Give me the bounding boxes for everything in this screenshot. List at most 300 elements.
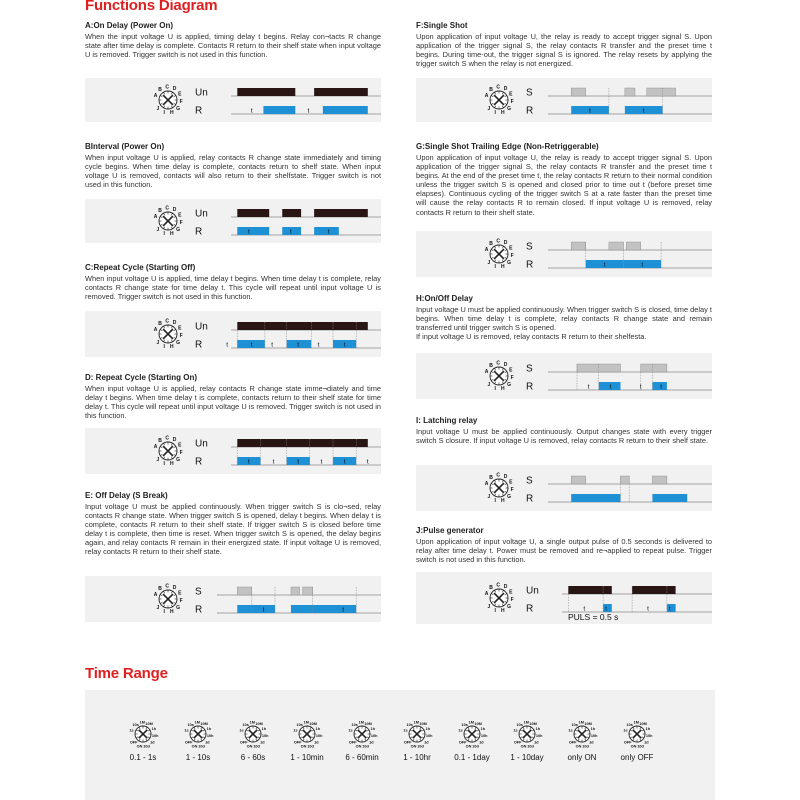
time-delay-label: t bbox=[641, 261, 644, 269]
trigger-pulse bbox=[625, 88, 635, 96]
function-description: Upon application of input voltage U, the relay is ready to accept trigger signal S. Upon application of the trigger signal S, the relay contacts R transfer and the preset time t begins. At the end of the preset time t, the relay contacts R return to their normal condition unless the trigger switch S is opened and closed prior to time out t (before preset time elapses). Continuous cycling of the trigger switch S at a rate faster than the preset time will cause the relay contacts R to remain closed. If input voltage U is removed, relay contacts R return to their shelf state. bbox=[416, 153, 712, 217]
function-description: Input voltage U must be applied continuously. Output changes state with every trigger switch S closure. If input voltage U is removed, relay contacts R return to their shelf state. bbox=[416, 427, 712, 446]
dial-label: 1h bbox=[151, 727, 157, 732]
dial-label: 10M bbox=[584, 722, 592, 727]
function-selector-dial bbox=[485, 84, 514, 116]
dial-label: 10M bbox=[364, 722, 372, 727]
dial-label: E bbox=[178, 212, 182, 219]
dial-label: 1d bbox=[260, 740, 265, 745]
dial-label: 10h bbox=[151, 734, 159, 739]
dial-label: 1h bbox=[590, 727, 596, 732]
time-range-label: only OFF bbox=[620, 753, 654, 762]
dial-label: A bbox=[153, 444, 158, 451]
function-d bbox=[85, 373, 381, 420]
dial-label: 10d bbox=[527, 744, 534, 749]
dial-label: 1d bbox=[534, 740, 539, 745]
dial-label: 1s bbox=[348, 728, 353, 733]
time-delay-label: t bbox=[250, 107, 253, 115]
trigger-pulse bbox=[652, 476, 667, 484]
trigger-pulse bbox=[571, 242, 586, 250]
dial-label: 1h bbox=[261, 727, 267, 732]
function-title: A:On Delay (Power On) bbox=[85, 21, 174, 30]
dial-label: 10s bbox=[406, 722, 413, 727]
dial-label: 10M bbox=[419, 722, 427, 727]
dial-label: J bbox=[487, 604, 491, 611]
timing-diagram-g bbox=[416, 231, 712, 277]
time-delay-label: t bbox=[290, 228, 292, 236]
function-description: Input voltage U must be applied continuously. When trigger switch S is clo¬sed, relay contacts R change state. When trigger switch S is opened, delay t begins. When delay t is complete, contacts R return to their shelf state. If trigger switch S is closed before time delay t is complete, then time is reset. When trigger switch S is opened, the delay begins again, and relay contacts R remain in their energized state. If input voltage U is removed, relay contacts R return to their shelf state. bbox=[85, 502, 381, 557]
dial-label: G bbox=[507, 382, 512, 389]
time-delay-label: t bbox=[247, 458, 250, 466]
time-delay-label: t bbox=[272, 458, 275, 466]
dial-label: ON bbox=[465, 744, 472, 749]
range-selector-dial bbox=[184, 720, 214, 748]
range-selector-dial bbox=[458, 720, 488, 748]
dial-label: H bbox=[169, 231, 174, 238]
time-range-item bbox=[614, 716, 660, 762]
function-description: Input voltage U must be applied continuously. When trigger switch S is closed, time delay t begins. When time delay t is complete, relay contacts R change state and remain transferred until trigger switch S is opened. If input voltage U is removed, relay contacts R return to their shelfesta. bbox=[416, 305, 712, 342]
dial-label: E bbox=[509, 245, 513, 252]
function-title: E: Off Delay (S Break) bbox=[85, 491, 168, 500]
dial-label: J bbox=[487, 494, 491, 501]
time-delay-label: t bbox=[307, 107, 310, 115]
dial-label: I bbox=[494, 608, 496, 615]
range-selector-dial bbox=[293, 720, 323, 748]
dial-label: H bbox=[500, 264, 505, 271]
voltage-pulse bbox=[237, 439, 367, 447]
timing-diagram-j bbox=[416, 572, 712, 624]
voltage-pulse bbox=[568, 586, 612, 594]
dial-label: 10s bbox=[132, 722, 139, 727]
dial-label: ON bbox=[136, 744, 143, 749]
dial-label: B bbox=[158, 208, 162, 215]
dial-label: OFF bbox=[623, 740, 632, 745]
trigger-pulse bbox=[571, 476, 586, 484]
dial-label: OFF bbox=[293, 740, 302, 745]
trigger-pulse bbox=[303, 587, 313, 595]
dial-label: 10M bbox=[474, 722, 482, 727]
dial-label: 10s bbox=[626, 722, 633, 727]
range-selector-dial bbox=[129, 720, 159, 748]
dial-label: 1M bbox=[249, 720, 255, 725]
dial-label: A bbox=[484, 247, 489, 254]
time-range-panel bbox=[85, 690, 715, 800]
function-selector-dial bbox=[485, 238, 514, 270]
dial-label: 1h bbox=[480, 727, 486, 732]
relay-pulse bbox=[314, 227, 339, 235]
function-title: J:Pulse generator bbox=[416, 526, 484, 535]
time-range-item bbox=[284, 716, 330, 762]
function-c bbox=[85, 263, 381, 301]
signal-label-bottom: R bbox=[526, 259, 534, 271]
dial-label: A bbox=[153, 214, 158, 221]
dial-label: 10d bbox=[637, 744, 644, 749]
time-delay-label: t bbox=[639, 383, 642, 391]
time-delay-label: t bbox=[262, 606, 265, 614]
dial-label: I bbox=[494, 386, 496, 393]
dial-label: 10h bbox=[425, 734, 433, 739]
signal-label-top: Un bbox=[195, 87, 208, 99]
time-range-title: Time Range bbox=[85, 665, 168, 682]
time-delay-label: t bbox=[327, 228, 330, 236]
time-delay-label: t bbox=[250, 341, 253, 349]
time-range-label: 6 - 60s bbox=[240, 753, 266, 762]
time-delay-label: t bbox=[342, 606, 345, 614]
dial-label: H bbox=[169, 110, 174, 117]
signal-label-top: Un bbox=[195, 208, 208, 220]
dial-label: 1h bbox=[315, 727, 321, 732]
dial-label: I bbox=[163, 231, 165, 238]
dial-label: A bbox=[153, 93, 158, 100]
function-title: C:Repeat Cycle (Starting Off) bbox=[85, 263, 196, 272]
dial-label: 10M bbox=[255, 722, 263, 727]
dial-label: F bbox=[179, 598, 183, 605]
function-description: When input voltage U is applied, relay contacts R change state immediately and timing cycle begins. When time delay is complete, contacts return to shelf state. When input voltage U is removed, contacts will also return to their shelfstate. Trigger switch is not used in this function. bbox=[85, 153, 381, 190]
dial-label: 10d bbox=[582, 744, 589, 749]
time-delay-label: t bbox=[297, 458, 300, 466]
dial-label: F bbox=[179, 450, 183, 457]
trigger-pulse bbox=[571, 88, 586, 96]
time-range-item bbox=[230, 716, 276, 762]
dial-label: OFF bbox=[239, 740, 248, 745]
dial-label: 1h bbox=[425, 727, 431, 732]
dial-label: D bbox=[172, 207, 177, 214]
dial-label: OFF bbox=[129, 740, 138, 745]
dial-label: 10h bbox=[480, 734, 488, 739]
dial-label: C bbox=[165, 205, 170, 212]
dial-label: D bbox=[503, 584, 508, 591]
time-delay-label: t bbox=[647, 605, 649, 613]
dial-label: D bbox=[503, 240, 508, 247]
dial-label: G bbox=[507, 604, 512, 611]
function-selector-dial bbox=[154, 205, 183, 237]
time-range-label: 6 - 60min bbox=[345, 753, 379, 762]
voltage-pulse bbox=[282, 209, 301, 217]
dial-label: D bbox=[172, 320, 177, 327]
dial-label: B bbox=[489, 475, 493, 482]
timing-diagram-a bbox=[85, 78, 381, 122]
dial-label: 10M bbox=[145, 722, 153, 727]
dial-label: C bbox=[496, 582, 501, 589]
timing-diagram-b bbox=[85, 199, 381, 243]
dial-label: E bbox=[509, 91, 513, 98]
dial-label: D bbox=[172, 86, 177, 93]
time-delay-label: t bbox=[603, 261, 606, 269]
dial-label: D bbox=[503, 474, 508, 481]
dial-label: 1M bbox=[523, 720, 529, 725]
trigger-pulse bbox=[237, 587, 252, 595]
dial-label: 10s bbox=[187, 722, 194, 727]
dial-label: 10d bbox=[253, 744, 260, 749]
dial-label: 1M bbox=[468, 720, 474, 725]
function-selector-dial bbox=[154, 435, 183, 467]
time-range-item bbox=[504, 716, 550, 762]
dial-label: 1h bbox=[206, 727, 212, 732]
time-range-label: 0.1 - 1day bbox=[454, 753, 490, 762]
dial-label: J bbox=[156, 106, 160, 113]
dial-label: 10s bbox=[516, 722, 523, 727]
time-delay-label: t bbox=[271, 341, 274, 349]
dial-label: 10s bbox=[461, 722, 468, 727]
time-delay-label: t bbox=[317, 341, 320, 349]
signal-label-top: S bbox=[526, 87, 533, 99]
signal-label-top: Un bbox=[195, 321, 208, 333]
voltage-pulse bbox=[314, 88, 368, 96]
dial-label: B bbox=[158, 321, 162, 328]
dial-label: H bbox=[169, 461, 174, 468]
dial-label: 10h bbox=[206, 734, 214, 739]
range-selector-dial bbox=[513, 720, 543, 748]
dial-label: E bbox=[178, 91, 182, 98]
signal-label-bottom: R bbox=[526, 105, 534, 117]
relay-pulse bbox=[652, 494, 687, 502]
dial-label: OFF bbox=[348, 740, 357, 745]
dial-label: 10d bbox=[143, 744, 150, 749]
function-selector-dial bbox=[154, 318, 183, 350]
voltage-pulse bbox=[237, 209, 269, 217]
time-range-item bbox=[120, 716, 166, 762]
dial-label: H bbox=[500, 386, 505, 393]
dial-label: 10d bbox=[362, 744, 369, 749]
dial-label: C bbox=[496, 472, 501, 479]
dial-label: B bbox=[158, 87, 162, 94]
signal-label-top: S bbox=[526, 241, 533, 253]
range-selector-dial bbox=[568, 720, 598, 748]
signal-label-top: Un bbox=[195, 438, 208, 450]
dial-label: 1d bbox=[314, 740, 319, 745]
dial-label: 1d bbox=[369, 740, 374, 745]
dial-label: H bbox=[500, 498, 505, 505]
relay-pulse bbox=[323, 106, 368, 114]
signal-label-bottom: R bbox=[195, 604, 203, 616]
dial-label: F bbox=[179, 220, 183, 227]
dial-label: F bbox=[510, 99, 514, 106]
signal-label-bottom: R bbox=[526, 603, 534, 615]
function-selector-dial bbox=[154, 84, 183, 116]
signal-label-top: Un bbox=[526, 585, 539, 597]
dial-label: J bbox=[156, 605, 160, 612]
dial-label: E bbox=[178, 590, 182, 597]
signal-label-bottom: R bbox=[195, 339, 203, 351]
time-delay-label: t bbox=[587, 383, 590, 391]
dial-label: ON bbox=[191, 744, 198, 749]
dial-label: H bbox=[169, 344, 174, 351]
function-i bbox=[416, 416, 712, 445]
dial-label: C bbox=[165, 318, 170, 325]
dial-label: J bbox=[487, 382, 491, 389]
dial-label: E bbox=[178, 442, 182, 449]
dial-label: G bbox=[176, 106, 181, 113]
dial-label: E bbox=[509, 479, 513, 486]
time-delay-label: t bbox=[660, 383, 663, 391]
dial-label: J bbox=[156, 227, 160, 234]
dial-label: 1s bbox=[184, 728, 189, 733]
dial-label: 1s bbox=[513, 728, 518, 733]
dial-label: 10M bbox=[200, 722, 208, 727]
range-selector-dial bbox=[623, 720, 653, 748]
trigger-pulse bbox=[609, 242, 624, 250]
time-range-item bbox=[339, 716, 385, 762]
dial-label: 10M bbox=[309, 722, 317, 727]
time-delay-label: t bbox=[583, 605, 586, 613]
function-g bbox=[416, 142, 712, 217]
dial-label: B bbox=[489, 241, 493, 248]
timing-diagram-f bbox=[416, 78, 712, 122]
dial-label: 1s bbox=[129, 728, 134, 733]
dial-label: 10h bbox=[370, 734, 378, 739]
dial-label: 10d bbox=[307, 744, 314, 749]
range-selector-dial bbox=[348, 720, 378, 748]
time-range-label: 0.1 - 1s bbox=[129, 753, 157, 762]
dial-label: H bbox=[500, 608, 505, 615]
dial-label: 10d bbox=[198, 744, 205, 749]
relay-pulse bbox=[571, 494, 620, 502]
function-a bbox=[85, 21, 381, 59]
functions-diagram-title: Functions Diagram bbox=[85, 0, 218, 14]
relay-pulse bbox=[291, 605, 356, 613]
pulse-note: PULS = 0.5 s bbox=[568, 612, 619, 622]
time-delay-label: t bbox=[247, 228, 250, 236]
dial-label: 1d bbox=[424, 740, 429, 745]
dial-label: C bbox=[165, 583, 170, 590]
signal-label-top: S bbox=[195, 586, 202, 598]
dial-label: B bbox=[158, 586, 162, 593]
dial-label: A bbox=[484, 481, 489, 488]
function-title: G:Single Shot Trailing Edge (Non-Retriggerable) bbox=[416, 142, 599, 151]
dial-label: OFF bbox=[184, 740, 193, 745]
dial-label: 10M bbox=[529, 722, 537, 727]
trigger-pulse bbox=[291, 587, 300, 595]
voltage-pulse bbox=[632, 586, 676, 594]
dial-label: ON bbox=[246, 744, 253, 749]
dial-label: C bbox=[496, 360, 501, 367]
trigger-pulse bbox=[641, 364, 667, 372]
dial-label: OFF bbox=[513, 740, 522, 745]
signal-label-bottom: R bbox=[526, 381, 534, 393]
dial-label: 1s bbox=[623, 728, 628, 733]
dial-label: F bbox=[179, 333, 183, 340]
dial-label: I bbox=[163, 110, 165, 117]
dial-label: 1s bbox=[239, 728, 244, 733]
dial-label: OFF bbox=[458, 740, 467, 745]
relay-pulse bbox=[237, 227, 269, 235]
voltage-pulse bbox=[314, 209, 368, 217]
dial-label: C bbox=[165, 435, 170, 442]
time-range-item bbox=[449, 716, 495, 762]
dial-label: G bbox=[176, 340, 181, 347]
timing-diagram-h bbox=[416, 353, 712, 399]
range-selector-dial bbox=[239, 720, 269, 748]
time-range-label: 1 - 10min bbox=[290, 753, 324, 762]
dial-label: 1d bbox=[205, 740, 210, 745]
dial-label: 10s bbox=[242, 722, 249, 727]
function-h bbox=[416, 294, 712, 341]
time-delay-label: t bbox=[668, 605, 671, 613]
range-selector-dial bbox=[403, 720, 433, 748]
function-selector-dial bbox=[485, 582, 514, 614]
dial-label: J bbox=[156, 340, 160, 347]
dial-label: G bbox=[507, 106, 512, 113]
dial-label: J bbox=[156, 457, 160, 464]
signal-label-bottom: R bbox=[195, 456, 203, 468]
dial-label: I bbox=[163, 344, 165, 351]
dial-label: 10h bbox=[590, 734, 598, 739]
function-description: When input voltage U is applied, relay contacts R change state imme¬diately and time delay t begins. When time delay t is complete, contacts return to their shelf state for time delay t. This cycle will repeat until input voltage U is removed. Trigger switch is not used in this function. bbox=[85, 384, 381, 421]
dial-label: D bbox=[172, 585, 177, 592]
dial-label: F bbox=[510, 597, 514, 604]
dial-label: 1M bbox=[633, 720, 639, 725]
dial-label: C bbox=[496, 84, 501, 91]
time-range-label: 1 - 10day bbox=[510, 753, 544, 762]
function-title: I: Latching relay bbox=[416, 416, 478, 425]
dial-label: OFF bbox=[568, 740, 577, 745]
dial-label: 10M bbox=[639, 722, 647, 727]
timing-diagram-d bbox=[85, 428, 381, 474]
dial-label: 1M bbox=[413, 720, 419, 725]
dial-label: J bbox=[487, 260, 491, 267]
dial-label: ON bbox=[300, 744, 307, 749]
trigger-pulse bbox=[621, 476, 630, 484]
time-delay-label: t bbox=[343, 458, 346, 466]
dial-label: 10s bbox=[351, 722, 358, 727]
time-delay-label: t bbox=[366, 458, 369, 466]
dial-label: A bbox=[484, 93, 489, 100]
dial-label: G bbox=[176, 457, 181, 464]
dial-label: ON bbox=[355, 744, 362, 749]
dial-label: 10h bbox=[261, 734, 269, 739]
dial-label: G bbox=[176, 227, 181, 234]
dial-label: 1M bbox=[578, 720, 584, 725]
signal-label-bottom: R bbox=[526, 493, 534, 505]
function-e bbox=[85, 491, 381, 557]
dial-label: B bbox=[489, 87, 493, 94]
time-delay-label: t bbox=[642, 107, 645, 115]
dial-label: A bbox=[484, 369, 489, 376]
dial-label: B bbox=[489, 585, 493, 592]
dial-label: 10h bbox=[315, 734, 323, 739]
dial-label: F bbox=[510, 253, 514, 260]
dial-label: ON bbox=[630, 744, 637, 749]
function-selector-dial bbox=[485, 360, 514, 392]
dial-label: ON bbox=[520, 744, 527, 749]
timing-diagram-e bbox=[85, 576, 381, 622]
function-title: F:Single Shot bbox=[416, 21, 468, 30]
function-j bbox=[416, 526, 712, 564]
time-delay-label: t bbox=[343, 341, 346, 349]
dial-label: I bbox=[494, 264, 496, 271]
dial-label: 10s bbox=[296, 722, 303, 727]
dial-label: 1h bbox=[645, 727, 651, 732]
dial-label: D bbox=[503, 362, 508, 369]
dial-label: E bbox=[509, 589, 513, 596]
function-description: Upon application of input voltage U, a single output pulse of 0.5 seconds is delivered to relay after time delay t. Power must be removed and re¬applied to repeat pulse. Trigger switch is not used in this function. bbox=[416, 537, 712, 565]
dial-label: D bbox=[503, 86, 508, 93]
dial-label: I bbox=[163, 609, 165, 616]
dial-label: 10d bbox=[417, 744, 424, 749]
dial-label: C bbox=[496, 238, 501, 245]
dial-label: H bbox=[500, 110, 505, 117]
dial-label: ON bbox=[410, 744, 417, 749]
time-delay-label: t bbox=[589, 107, 591, 115]
dial-label: B bbox=[158, 438, 162, 445]
dial-label: ON bbox=[575, 744, 582, 749]
dial-label: 10d bbox=[472, 744, 479, 749]
time-range-label: only ON bbox=[567, 753, 597, 762]
dial-label: A bbox=[153, 592, 158, 599]
time-range-label: 1 - 10s bbox=[185, 753, 211, 762]
relay-pulse bbox=[237, 605, 275, 613]
dial-label: H bbox=[169, 609, 174, 616]
